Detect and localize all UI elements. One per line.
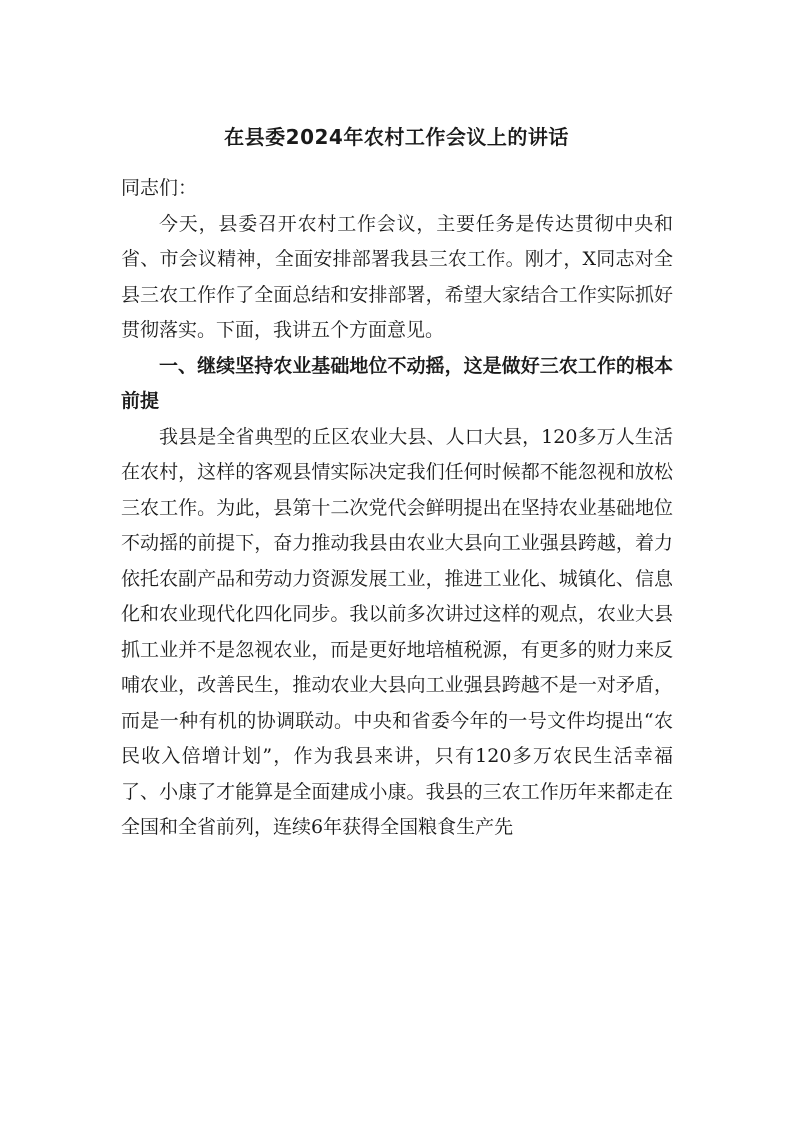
section-1-heading: 一、继续坚持农业基础地位不动摇，这是做好三农工作的根本前提 — [121, 354, 673, 412]
greeting: 同志们： — [121, 177, 198, 199]
document-title: 在县委2024年农村工作会议上的讲话 — [224, 125, 569, 149]
document-body — [121, 171, 673, 846]
section-1-paragraph: 我县是全省典型的丘区农业大县、人口大县，120多万人生活在农村，这样的客观县情实际决定我们任何时候都不能忽视和放松三农工作。为此，县第十二次党代会鲜明提出在坚持农业基础地位不动摇的前提下，奋力推动我县由农业大县向工业强县跨越，着力依托农副产品和劳动力资源发展工业，推进工业化、城镇化、信息化和农业现代化四化同步。我以前多次讲过这样的观点，农业大县抓工业并不是忽视农业，而是更好地培植税源，有更多的财力来反哺农业，改善民生，推动农业大县向工业强县跨越不是一对矛盾，而是一种有机的协调联动。中央和省委今年的一号文件均提出“农民收入倍增计划”，作为我县来讲，只有120多万农民生活幸福了、小康了才能算是全面建成小康。我县的三农工作历年来都走在全国和全省前列，连续6年获得全国粮食生产先 — [121, 425, 673, 838]
intro-paragraph: 今天，县委召开农村工作会议，主要任务是传达贯彻中央和省、市会议精神，全面安排部署我县三农工作。刚才，X同志对全县三农工作作了全面总结和安排部署，希望大家结合工作实际抓好贯彻落实。下面，我讲五个方面意见。 — [121, 212, 673, 341]
